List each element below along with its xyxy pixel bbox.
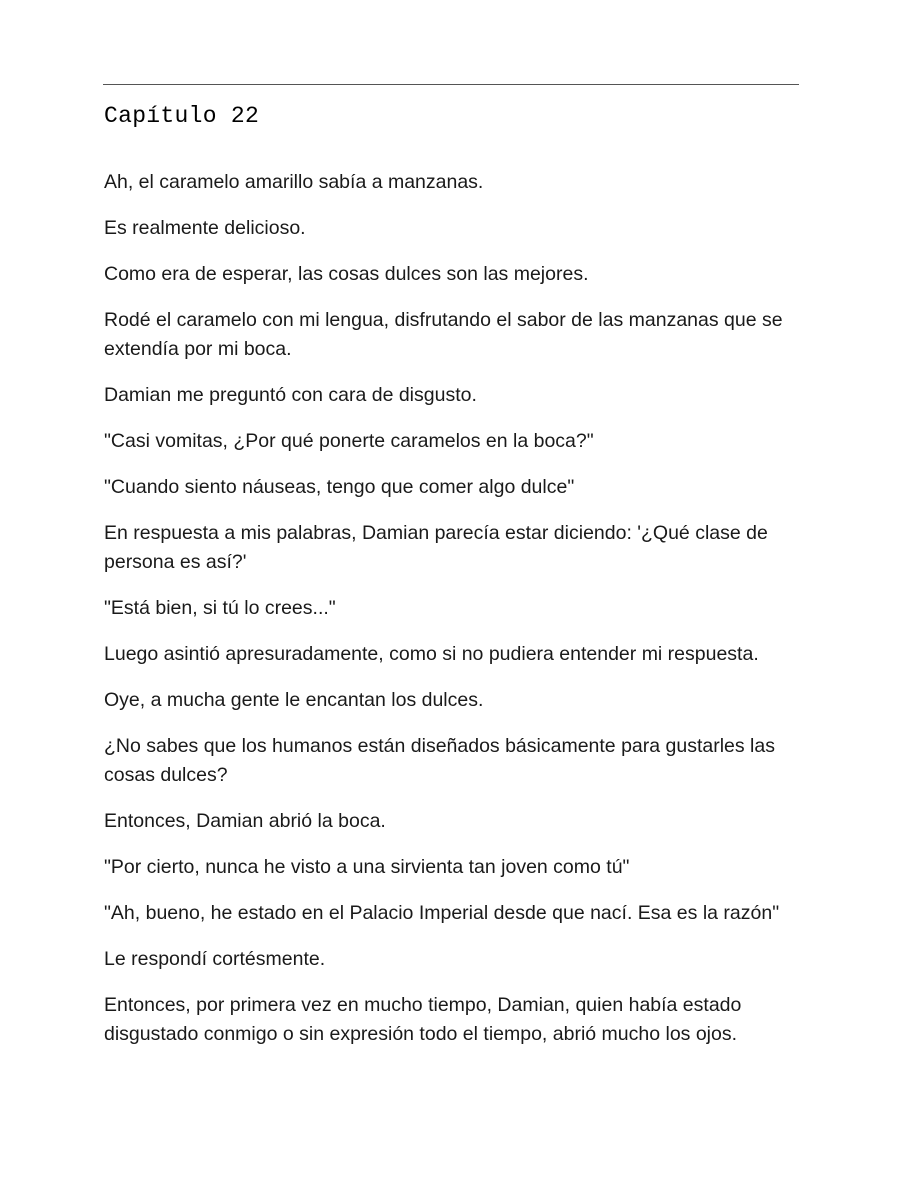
header-rule: [103, 84, 799, 85]
paragraph: Como era de esperar, las cosas dulces son las mejores.: [104, 263, 589, 285]
paragraph: ¿No sabes que los humanos están diseñados básicamente para gustarles las cosas dulces?: [104, 735, 775, 786]
paragraph: Entonces, Damian abrió la boca.: [104, 810, 386, 832]
paragraph: Luego asintió apresuradamente, como si no pudiera entender mi respuesta.: [104, 643, 759, 665]
paragraph: Damian me preguntó con cara de disgusto.: [104, 384, 477, 406]
paragraph: Oye, a mucha gente le encantan los dulces.: [104, 689, 484, 711]
paragraph: Es realmente delicioso.: [104, 217, 306, 239]
paragraph: Ah, el caramelo amarillo sabía a manzanas.: [104, 171, 484, 193]
paragraph: "Está bien, si tú lo crees...": [104, 597, 336, 619]
chapter-body: [104, 168, 804, 1066]
paragraph: Le respondí cortésmente.: [104, 948, 326, 970]
paragraph: Entonces, por primera vez en mucho tiempo, Damian, quien había estado disgustado conmigo o sin expresión todo el tiempo, abrió mucho los ojos.: [104, 994, 742, 1045]
chapter-title: Capítulo 22: [104, 103, 260, 129]
paragraph: Rodé el caramelo con mi lengua, disfrutando el sabor de las manzanas que se extendía por mi boca.: [104, 309, 783, 360]
paragraph: "Cuando siento náuseas, tengo que comer algo dulce": [104, 476, 575, 498]
paragraph: "Casi vomitas, ¿Por qué ponerte caramelos en la boca?": [104, 430, 594, 452]
paragraph: "Por cierto, nunca he visto a una sirvienta tan joven como tú": [104, 856, 630, 878]
paragraph: "Ah, bueno, he estado en el Palacio Imperial desde que nací. Esa es la razón": [104, 902, 780, 924]
paragraph: En respuesta a mis palabras, Damian parecía estar diciendo: '¿Qué clase de persona es así?': [104, 522, 768, 573]
